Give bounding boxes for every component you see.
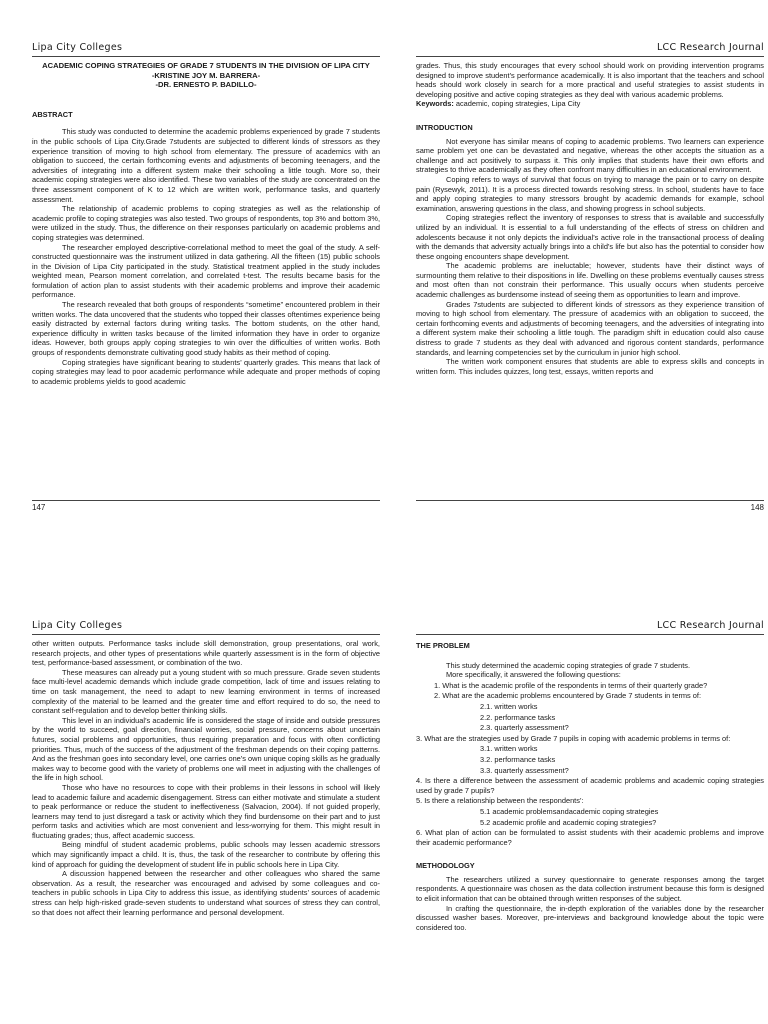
introduction-paragraph: Coping strategies reflect the inventory of responses to stress that is available and successfully utilized by an individual. It is essential to a full understanding of the effects of stress on children and adolescents because it not only depicts the individual’s active role in the transactional process of dealing with the demands that adversity actually brings into a child’s life but also has the potential to consider how these ongoing encounters shape development. — [416, 213, 764, 261]
introduction-paragraph: Not everyone has similar means of coping to academic problems. Two learners can experience same problem yet one can be devastated and negative, whereas the other accepts the situation as a challenge and act positively to surpass it. This only implies that students have their own efforts and strategies to thrive academically as they often confront many difficulties in an educational environment. — [416, 136, 764, 175]
question-2: 2. What are the academic problems encountered by Grade 7 students in terms of: — [434, 691, 702, 701]
running-header-institution: Lipa City Colleges — [32, 40, 380, 57]
introduction-paragraph: Those who have no resources to cope with their problems in their lessons in school will likely lead to academic failure and academic disengagement. Stress can either motivate and stimulate a student to peak performance or reduce the student to ineffectiveness (Salvacion, 2004). If not guided properly, learners may tend to just disregard a task or activity which they find burdensome on their part and to just perform tasks and activities which are most convenient and less-worrying for them. This might result in fluctuating grades; thus, affect academic success. — [32, 782, 380, 840]
footer-rule — [32, 500, 380, 501]
question-5-item: 5.2 academic profile and academic coping strategies? — [480, 817, 657, 827]
abstract-paragraph: The researcher employed descriptive-correlational method to meet the goal of the study. A self-constructed questionnaire was the instrument utilized in data gathering. All the fifteen (15) public schools in the Division of Lipa City participated in the study. Statistical treatment applied in the study includes weighted mean, Pearson moment correlation, and correlated t-test. The results became basis for the formulation of action plan to assist students with their academic problems and improve their academic performance. — [32, 242, 380, 300]
introduction-paragraph: These measures can already put a young student with so much pressure. Grade seven students face multi-level academic demands which include grade competition, lack of time and issues relating to time on task management, the need to adapt to new learning environment in terms of increased complexity of the material to be learned and the greater time and effort required to do so, the need to constant self-regulation and to develop better thinking skills. — [32, 667, 380, 716]
problem-intro-2: More specifically, it answered the following questions: — [446, 670, 621, 680]
problem-heading: THE PROBLEM — [416, 641, 470, 650]
methodology-paragraph: The researchers utilized a survey questionnaire to generate responses among the target respondents. A questionnaire was chosen as the data collection instrument because this form is designed to elicit information that can be obtained through written responses of the subject. — [416, 874, 764, 904]
introduction-paragraph: Being mindful of student academic problems, public schools may lessen academic stressors which may significantly impact a child. It is, thus, the task of the researcher to contribute by offering this kind of approach for guiding the development of student life in public schools here in Lipa City. — [32, 840, 380, 869]
page-149 — [32, 618, 380, 1022]
question-2-item: 2.1. written works — [480, 701, 538, 711]
problem-intro: This study determined the academic coping strategies of grade 7 students. — [446, 660, 691, 670]
running-header-journal: LCC Research Journal — [416, 618, 764, 635]
author-1: -KRISTINE JOY M. BARRERA- — [151, 70, 261, 80]
question-3-item: 3.2. performance tasks — [480, 754, 556, 764]
methodology-heading: METHODOLOGY — [416, 861, 475, 871]
introduction-paragraph: This level in an individual’s academic life is considered the stage of inside and outside pressures by the world to succeed, goal direction, financial worries, social pressure, concerns about uncertain futures, social problems and opportunities, thus requiring preparation and focus with often conflicting priorities. Thus, much of the success of the adjustment of the freshman depends on their coping patterns. And as the freshman goes into secondary level, one carries one’s own unique coping skills as he gradually makes way to become good with the variety of problems one will meet in adjusting with the challenges of the life in high school. — [32, 715, 380, 783]
running-header-journal: LCC Research Journal — [416, 40, 764, 57]
abstract-heading: ABSTRACT — [32, 109, 73, 119]
paper-title: ACADEMIC COPING STRATEGIES OF GRADE 7 STUDENTS IN THE DIVISION OF LIPA CITY — [42, 61, 370, 70]
page-148 — [416, 40, 764, 512]
abstract-paragraph: This study was conducted to determine the academic problems experienced by grade 7 students in the public schools of Lipa City.Grade 7students are subjected to different kinds of stressors as they experience transition of moving to high school from elementary. The pressure of academics with an obligation to succeed, the certain forthcoming events and adjustments of becoming teenagers, and the adversities of integrating into a different system make their schooling a little tough. More so, their academic coping strategies were also identified. These two variables of the study are concentrated on the three assessment component of K to 12 which are written work, performance tasks, and quarterly assessment. — [32, 127, 380, 204]
keywords: academic, coping strategies, Lipa City — [455, 99, 581, 109]
introduction-paragraph: Coping refers to ways of survival that focus on trying to manage the pain or to carry on despite pain (Rysewyk, 2011). It is a process directed towards resolving stress. In school, students have to face and apply coping strategies to many stressors brought by academic demands for example, school examination, answering questions in the class, and showing progress in school subjects. — [416, 174, 764, 213]
page-147 — [32, 40, 380, 512]
introduction-paragraph: The academic problems are ineluctable; however, students have their distinct ways of surmounting them relative to their dispositions in life. Dwelling on these problems eventually causes stress and most often than not constrain their performance. This usually occurs when students perceive academic challenges as burdensome instead of seeing them as opportunities to learn and improve. — [416, 261, 764, 300]
page-number: 148 — [750, 503, 764, 512]
question-3-item: 3.1. written works — [480, 744, 538, 754]
question-5-item: 5.1 academic problemsandacademic coping strategies — [480, 806, 659, 816]
abstract-paragraph: The research revealed that both groups of respondents “sometime” encountered problem in their written works. The data uncovered that the students who topped their classes oftentimes experience being easily distracted by external factors during writing tasks. The bottom students, on the other hand, experience difficulty in written tasks because of the limited information they have in order to organize ideas. However, both groups apply coping strategies to win over the difficulties of written works. Both groups of respondents demonstrate cultivating good study habits as their method of coping. — [32, 300, 380, 358]
question-6: 6. What plan of action can be formulated to assist students with their academic problems and improve their academic performance? — [416, 828, 764, 847]
question-4: 4. Is there a difference between the assessment of academic problems and academic coping strategies used by grade 7 pupils? — [416, 776, 764, 795]
question-5: 5. Is there a relationship between the respondents’: — [416, 796, 584, 806]
footer-rule — [416, 500, 764, 501]
abstract-paragraph: The relationship of academic problems to coping strategies as well as the relationship of academic profile to coping strategies was also tested. Two groups of respondents, top 3% and bottom 3%, were utilized in the study. Thus, the difference on their responses particularly on academic problems and coping strategies was determined. — [32, 204, 380, 242]
page-150 — [416, 618, 764, 1022]
introduction-continuation: other written outputs. Performance tasks include skill demonstration, group presentations, oral work, research projects, and other types of presentations while quarterly assessment is in the form of objective test, performance-based assessment, or combination of the two. — [32, 639, 380, 668]
question-1: 1. What is the academic profile of the respondents in terms of their quarterly grade? — [434, 680, 708, 690]
abstract-continuation: grades. Thus, this study encourages that every school should work on providing intervention programs designed to improve student’s performance academically. It is also important that the teachers and school heads should work closely in search for a more practical and useful strategies to assist students in developing positive and active coping strategies as they deal with various academic problems. — [416, 61, 764, 99]
author-2: -DR. ERNESTO P. BADILLO- — [155, 80, 257, 90]
methodology-paragraph: In crafting the questionnaire, the in-depth exploration of the variables done by the researcher discussed washer bases. Moreover, pre-interviews and background knowledge about the topic were considered too. — [416, 903, 764, 932]
running-header-institution: Lipa City Colleges — [32, 618, 380, 635]
question-3: 3. What are the strategies used by Grade 7 pupils in coping with academic problems in terms of: — [416, 733, 731, 743]
abstract-paragraph: Coping strategies have significant bearing to students’ quarterly grades. This means that lack of coping strategies may lead to poor academic performance while adequate and proper methods of coping to academic problems yields to good academic — [32, 357, 380, 386]
introduction-paragraph: Grades 7students are subjected to different kinds of stressors as they experience transition of moving to high school from elementary. The pressure of academics with an obligation to succeed, the certain forthcoming events and adjustments of becoming teenagers, and the adversities of integrating into a different system make their schooling a little tough. The paradigm shift in education could also cause distress to grade 7 students as they deal with advanced and rigorous content standards, performance standards, and learning competencies set by the curriculum in junior high school. — [416, 299, 764, 357]
introduction-paragraph: A discussion happened between the researcher and other colleagues who shared the same observation. As a result, the researcher was encouraged and advised by some colleagues and co-teachers in public schools in Lipa City to address this issue, as identifying students’ sources of academic stress can help high-risked grade-seven students to understand what sources of stress they can control, so that does not affect their learning performance and personal development. — [32, 869, 380, 917]
question-2-item: 2.2. performance tasks — [480, 712, 556, 722]
question-2-item: 2.3. quarterly assessment? — [480, 723, 569, 733]
introduction-heading: INTRODUCTION — [416, 122, 473, 132]
question-3-item: 3.3. quarterly assessment? — [480, 765, 569, 775]
introduction-paragraph: The written work component ensures that students are able to express skills and concepts in written form. This includes quizzes, long test, essays, written reports and — [416, 357, 764, 376]
page-number: 147 — [32, 503, 46, 512]
keywords-label: Keywords: — [416, 99, 454, 109]
